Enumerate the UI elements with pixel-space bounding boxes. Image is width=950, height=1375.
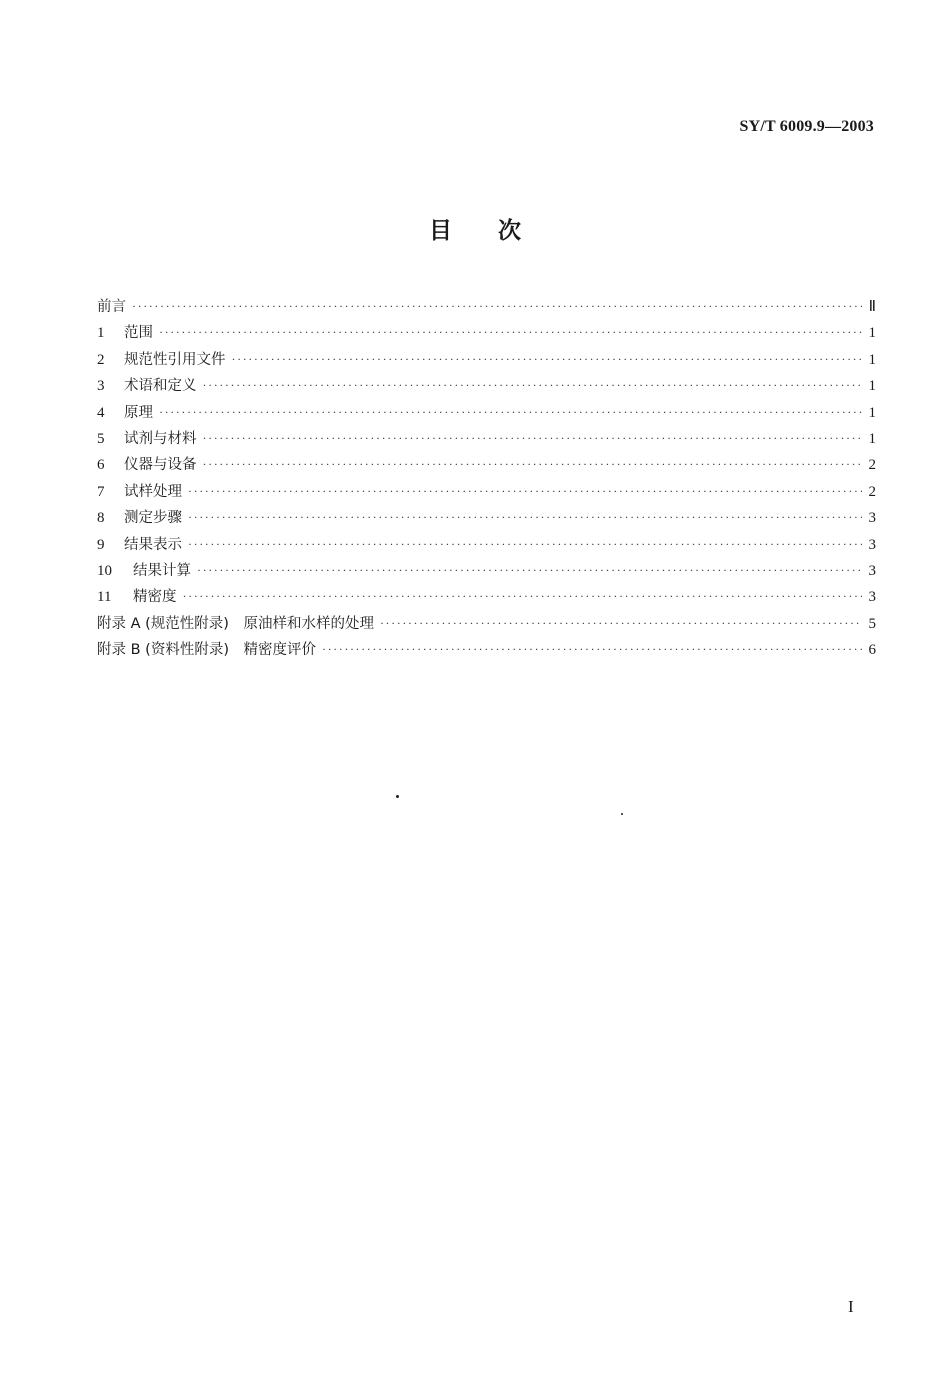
toc-entry-number: 5 xyxy=(97,430,105,447)
toc-entry-title: 精密度 xyxy=(133,589,177,606)
scan-speck xyxy=(621,813,623,815)
toc-entry-number: 8 xyxy=(97,510,105,527)
toc-entry-title: 结果表示 xyxy=(124,536,182,553)
toc-entry-page: 3 xyxy=(868,562,876,579)
dot-leader xyxy=(203,425,863,451)
toc-entry-page: 2 xyxy=(868,483,876,500)
dot-leader xyxy=(203,372,863,398)
toc-entry-page: 3 xyxy=(868,536,876,553)
toc-entry xyxy=(97,505,876,531)
toc-entry-page: 1 xyxy=(868,430,876,447)
toc-entry-page: 3 xyxy=(868,510,876,527)
toc-entry-title: 术语和定义 xyxy=(124,378,197,395)
toc-entry-page: Ⅱ xyxy=(868,299,876,315)
toc-entry xyxy=(97,611,876,637)
toc-entry-title: 附录 B (资料性附录) 精密度评价 xyxy=(97,642,316,659)
toc-entry-page: 1 xyxy=(868,351,876,368)
toc-entry-number: 1 xyxy=(97,325,105,342)
table-of-contents xyxy=(97,294,876,663)
dot-leader xyxy=(183,583,863,609)
dot-leader xyxy=(188,531,862,557)
toc-entry-title: 结果计算 xyxy=(133,562,191,579)
dot-leader xyxy=(132,293,862,319)
toc-entry-page: 1 xyxy=(868,378,876,395)
toc-entry xyxy=(97,320,876,346)
toc-entry xyxy=(97,479,876,505)
toc-entry-title: 仪器与设备 xyxy=(124,457,197,474)
dot-leader xyxy=(197,557,862,583)
toc-entry xyxy=(97,347,876,373)
toc-entry xyxy=(97,400,876,426)
standard-code: SY/T 6009.9—2003 xyxy=(739,118,874,135)
dot-leader xyxy=(322,636,862,662)
toc-entry xyxy=(97,637,876,663)
toc-entry-page: 5 xyxy=(868,615,876,632)
toc-entry xyxy=(97,558,876,584)
toc-entry-number: 2 xyxy=(97,351,105,368)
toc-entry-page: 3 xyxy=(868,589,876,606)
toc-entry-number: 10 xyxy=(97,562,112,579)
page-number: I xyxy=(848,1297,854,1316)
dot-leader xyxy=(188,504,862,530)
toc-entry-number: 7 xyxy=(97,483,105,500)
toc-entry-page: 1 xyxy=(868,325,876,342)
toc-entry-page: 6 xyxy=(868,642,876,659)
toc-entry-number: 9 xyxy=(97,536,105,553)
toc-entry xyxy=(97,532,876,558)
toc-entry xyxy=(97,294,876,320)
toc-entry-title: 试样处理 xyxy=(124,483,182,500)
toc-entry-title: 试剂与材料 xyxy=(124,430,197,447)
toc-entry-title: 前言 xyxy=(97,299,126,315)
toc-entry-title: 原理 xyxy=(124,404,153,421)
toc-entry xyxy=(97,452,876,478)
toc-title: 目 次 xyxy=(429,218,521,244)
toc-entry-title: 范围 xyxy=(124,325,153,342)
toc-entry-number: 4 xyxy=(97,404,105,421)
dot-leader xyxy=(380,610,862,636)
dot-leader xyxy=(203,451,863,477)
toc-entry-page: 1 xyxy=(868,404,876,421)
toc-entry-title: 规范性引用文件 xyxy=(124,351,226,368)
toc-entry-page: 2 xyxy=(868,457,876,474)
toc-entry xyxy=(97,584,876,610)
toc-entry-title: 附录 A (规范性附录) 原油样和水样的处理 xyxy=(97,615,374,632)
scan-speck xyxy=(396,795,399,798)
toc-entry-number: 6 xyxy=(97,457,105,474)
toc-entry-number: 11 xyxy=(97,589,112,606)
toc-entry-number: 3 xyxy=(97,378,105,395)
toc-entry xyxy=(97,426,876,452)
dot-leader xyxy=(159,319,862,345)
dot-leader xyxy=(159,399,862,425)
toc-entry xyxy=(97,373,876,399)
dot-leader xyxy=(188,478,862,504)
toc-entry-title: 测定步骤 xyxy=(124,510,182,527)
dot-leader xyxy=(232,346,863,372)
